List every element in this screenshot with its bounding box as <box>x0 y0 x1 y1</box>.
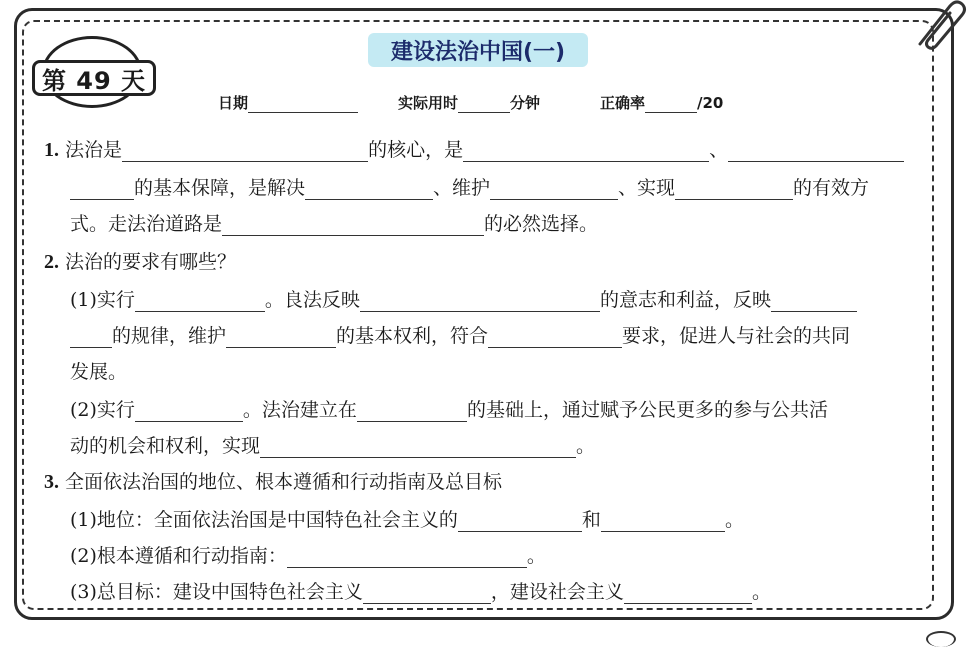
q3-title-line <box>44 470 502 494</box>
q1-text-d: 的基本保障，是解决 <box>134 177 306 199</box>
corner-decoration <box>926 631 956 647</box>
q1-blank-5[interactable] <box>305 180 433 200</box>
q2-line-2 <box>70 324 850 348</box>
time-input[interactable] <box>458 97 510 113</box>
q3-s1b: 和 <box>581 509 601 531</box>
paperclip-icon <box>906 0 968 50</box>
q1-text-e: 、维护 <box>433 177 491 199</box>
q1-blank-1[interactable] <box>122 142 368 162</box>
q3-blank-5[interactable] <box>624 584 752 604</box>
q1-text-c: 、 <box>709 139 729 161</box>
q3-title: 全面依法治国的地位、根本遵循和行动指南及总目标 <box>65 471 503 493</box>
q2-p1a: (1)实行 <box>70 289 135 311</box>
accuracy-field <box>600 92 723 113</box>
q3-line-1 <box>70 508 744 532</box>
q2-blank-3[interactable] <box>771 292 857 312</box>
day-badge <box>32 36 156 112</box>
q3-s3a: (3)总目标：建设中国特色社会主义 <box>70 581 363 603</box>
q3-s3c: 。 <box>751 581 771 603</box>
q1-text-i: 的必然选择。 <box>484 213 599 235</box>
q2-title: 法治的要求有哪些？ <box>65 251 237 273</box>
q2-p1d: 的规律，维护 <box>112 325 227 347</box>
q3-s2b: 。 <box>526 545 546 567</box>
q1-blank-6[interactable] <box>490 180 618 200</box>
time-label: 实际用时 <box>398 94 459 112</box>
time-field <box>398 92 540 113</box>
q2-blank-4[interactable] <box>70 328 112 348</box>
q1-blank-8[interactable] <box>222 216 484 236</box>
q2-p1g: 发展。 <box>70 361 128 383</box>
q3-blank-4[interactable] <box>363 584 491 604</box>
accuracy-total: /20 <box>697 94 724 112</box>
q2-line-5 <box>70 434 595 458</box>
q1-text-b: 的核心，是 <box>368 139 464 161</box>
date-label: 日期 <box>218 94 249 112</box>
q3-number: 3. <box>44 471 59 493</box>
q1-blank-2[interactable] <box>463 142 709 162</box>
q2-blank-1[interactable] <box>135 292 265 312</box>
q2-p2c: 的基础上，通过赋予公民更多的参与公共活 <box>466 399 828 421</box>
q2-p2b: 。法治建立在 <box>242 399 357 421</box>
accuracy-input[interactable] <box>645 97 697 113</box>
q1-text-g: 的有效方 <box>793 177 870 199</box>
q2-title-line <box>44 250 236 274</box>
q2-line-1 <box>70 288 857 312</box>
accuracy-label: 正确率 <box>600 94 646 112</box>
q3-line-3 <box>70 580 771 604</box>
q2-line-4 <box>70 398 828 422</box>
q1-text-h: 式。走法治道路是 <box>70 213 223 235</box>
q2-blank-8[interactable] <box>357 402 467 422</box>
q2-p1e: 的基本权利，符合 <box>336 325 489 347</box>
q3-blank-2[interactable] <box>601 512 725 532</box>
q2-blank-5[interactable] <box>226 328 336 348</box>
q3-blank-3[interactable] <box>287 548 527 568</box>
q1-number: 1. <box>44 139 59 161</box>
q2-p1f: 要求，促进人与社会的共同 <box>622 325 851 347</box>
q1-text-a: 法治是 <box>65 139 123 161</box>
q1-line-2 <box>70 176 869 200</box>
q2-p1b: 。良法反映 <box>264 289 360 311</box>
q1-text-f: 、实现 <box>618 177 676 199</box>
q3-s2a: (2)根本遵循和行动指南： <box>70 545 287 567</box>
q1-line-3 <box>70 212 598 236</box>
date-field <box>218 92 358 113</box>
q1-line-1 <box>44 138 904 162</box>
q3-line-2 <box>70 544 546 568</box>
q1-blank-3[interactable] <box>728 142 904 162</box>
q3-s1c: 。 <box>724 509 744 531</box>
page-title: 建设法治中国(一) <box>368 33 588 67</box>
q1-blank-7[interactable] <box>675 180 793 200</box>
time-unit: 分钟 <box>510 94 541 112</box>
q2-p1c: 的意志和利益，反映 <box>599 289 771 311</box>
q2-blank-6[interactable] <box>488 328 622 348</box>
day-label: 第 49 天 <box>32 60 156 96</box>
q2-line-3 <box>70 360 127 384</box>
q2-p2e: 。 <box>576 435 596 457</box>
q2-blank-7[interactable] <box>135 402 243 422</box>
q2-number: 2. <box>44 251 59 273</box>
date-input[interactable] <box>248 97 358 113</box>
q3-s3b: ，建设社会主义 <box>490 581 624 603</box>
q1-blank-4[interactable] <box>70 180 134 200</box>
q2-blank-9[interactable] <box>260 438 576 458</box>
q3-s1a: (1)地位：全面依法治国是中国特色社会主义的 <box>70 509 458 531</box>
q2-p2a: (2)实行 <box>70 399 135 421</box>
q3-blank-1[interactable] <box>458 512 582 532</box>
q2-blank-2[interactable] <box>360 292 600 312</box>
q2-p2d: 动的机会和权利，实现 <box>70 435 261 457</box>
